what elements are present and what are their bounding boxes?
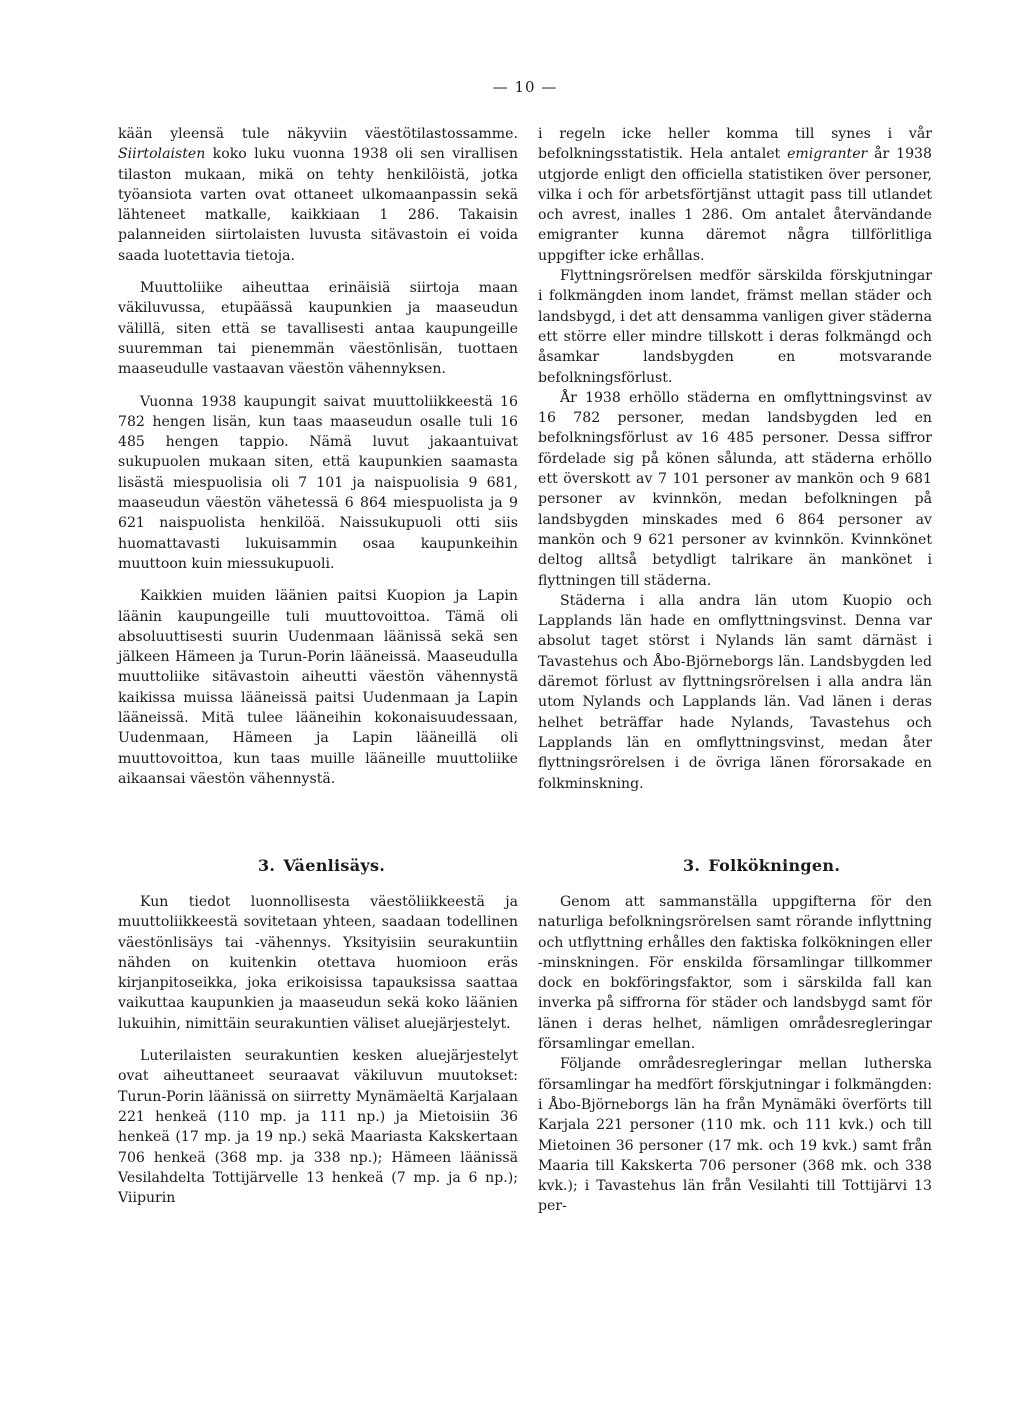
- sv-heading-number: 3.: [683, 856, 701, 875]
- fi-bottom-paragraph-2: Luterilaisten seurakuntien kesken aluejärjestelyt ovat aiheuttaneet seuraavat väkiluvun muutokset: Turun-Porin läänissä on siirretty Mynämäeltä Karjalaan 221 henkeä (110 mp. ja 111 np.) ja Mietoisiin 36 henkeä (17 mp. ja 19 np.) sekä Maariasta Kakskertaan 706 henkeä (368 mp. ja 338 np.); Hämeen läänissä Vesilahdelta Tottijärvelle 13 henkeä (7 mp. ja 6 np.); Viipurin: [118, 1048, 518, 1207]
- fi-heading-title: Väenlisäys.: [283, 856, 386, 875]
- fi-paragraph-4: Kaikkien muiden läänien paitsi Kuopion ja Lapin läänin kaupungeille tuli muuttovoittoa. Tämä oli absoluuttisesti suurin Uudenmaan läänissä sekä sen jälkeen Hämeen ja Turun-Porin lääneissä. Maaseudulla muuttoliike sitävastoin aiheutti väestön vähennystä kaikissa muissa lääneissä paitsi Uudenmaan ja Lapin lääneissä. Mitä tulee lääneihin kokonaisuudessaan, Uudenmaan, Hämeen ja Lapin lääneillä oli muuttovoittoa, kun taas muille lääneille muuttoliike aikaansai väestön vähennystä.: [118, 588, 518, 787]
- finnish-column-bottom: [118, 892, 518, 1220]
- fi-section-heading: [258, 856, 398, 875]
- swedish-column-top: [538, 124, 932, 794]
- page-number: — 10 —: [492, 78, 558, 96]
- swedish-column-bottom: [538, 892, 932, 1217]
- sv-paragraph-3: År 1938 erhöllo städerna en omflyttningsvinst av 16 782 personer, medan landsbygden led en befolkningsförlust av 16 485 personer. Dessa siffror fördelade sig på könen sålunda, att städerna erhöllo ett överskott av 7 101 personer av mankön och 9 681 personer av kvinnkön, medan befolkningen på landsbygden minskades med 6 864 personer av mankön och 9 621 personer av kvinnkön. Kvinnkönet deltog alltså betydligt talrikare än mankönet i flyttningen till städerna.: [538, 389, 932, 589]
- sv-heading-title: Folkökningen.: [708, 856, 841, 875]
- fi-bottom-paragraph-1: Kun tiedot luonnollisesta väestöliikkeestä ja muuttoliikkeestä sovitetaan yhteen, saadaan todellinen väestönlisäys tai -vähennys. Yksityisiin seurakuntiin nähden on kuitenkin otettava huomioon eräs kirjanpitoseikka, joka erikoisissa tapauksissa saattaa vaikuttaa kaupunkien ja maaseudun sekä koko läänien lukuihin, nimittäin seurakuntien väliset aluejärjestelyt.: [118, 894, 518, 1032]
- sv-section-heading: [683, 856, 843, 875]
- fi-paragraph-1: kään yleensä tule näkyviin väestötilastossamme. Siirtolaisten koko luku vuonna 1938 oli sen virallisen tilaston mukaan, mikä on tehty henkilöistä, jotka työansiota varten ovat ottaneet ulkomaanpassin sekä lähteneet matkalle, kaikkiaan 1 286. Takaisin palanneiden siirtolaisten luvusta sitävastoin ei voida saada luotettavia tietoja.: [118, 126, 518, 264]
- fi-paragraph-3: Vuonna 1938 kaupungit saivat muuttoliikkeestä 16 782 hengen lisän, kun taas maaseudun osalle tuli 16 485 hengen tappio. Nämä luvut jakaantuivat sukupuolen mukaan siten, että kaupunkien saamasta lisästä miespuolisia oli 7 101 ja naispuolisia 9 681, maaseudun väestön vähetessä 6 864 miespuolista ja 9 621 naispuolista henkilöä. Naissukupuoli otti siis huomattavasti lukuisammin osaa kaupunkeihin muuttoon kuin miessukupuoli.: [118, 393, 518, 572]
- sv-paragraph-2: Flyttningsrörelsen medför särskilda förskjutningar i folkmängden inom landet, främst mellan städer och landsbygd, i det att densamma vanligen giver städerna ett större eller mindre tillskott i deras folkmängd och åsamkar landsbygden en motsvarande befolkningsförlust.: [538, 268, 932, 386]
- sv-bottom-paragraph-1: Genom att sammanställa uppgifterna för den naturliga befolkningsrörelsen samt rörande inflyttning och utflyttning erhålles den faktiska folkökningen eller -minskningen. För enskilda församlingar tillkommer dock en bokföringsfaktor, som i särskilda fall kan inverka på siffrorna för städer och landsbygd samt för länen i deras helhet, nämligen områdesregleringar församlingar emellan.: [538, 894, 932, 1053]
- sv-bottom-paragraph-2: Följande områdesregleringar mellan lutherska församlingar ha medfört förskjutningar i folkmängden: i Åbo-Björneborgs län ha från Mynämäki överförts till Karjala 221 personer (110 mk. och 111 kvk.) och till Mietoinen 36 personer (17 mk. och 19 kvk.) samt från Maaria till Kakskerta 706 personer (368 mk. och 338 kvk.); i Tavastehus län från Vesilahti till Tottijärvi 13 per-: [538, 1056, 932, 1215]
- sv-paragraph-1: i regeln icke heller komma till synes i vår befolkningsstatistik. Hela antalet emigranter år 1938 utgjorde enligt den officiella statistiken över personer, vilka i och för arbetsförtjänst uttagit pass till utlandet och avrest, inalles 1 286. Om antalet återvändande emigranter kunna däremot några tillförlitliga uppgifter icke erhållas.: [538, 126, 932, 264]
- sv-paragraph-4: Städerna i alla andra län utom Kuopio och Lapplands län hade en omflyttningsvinst. Denna var absolut taget störst i Nylands län samt därnäst i Tavastehus och Åbo-Björneborgs län. Landsbygden led däremot förlust av flyttningsrörelsen i alla andra län utom Nylands och Lapplands län. Vad länen i deras helhet beträffar hade Nylands, Tavastehus och Lapplands län en omflyttningsvinst, medan åter flyttningsrörelsen i de övriga länen förorsakade en folkminskning.: [538, 592, 932, 792]
- fi-heading-number: 3.: [258, 856, 276, 875]
- finnish-column-top: [118, 124, 518, 801]
- fi-paragraph-2: Muuttoliike aiheuttaa erinäisiä siirtoja maan väkiluvussa, etupäässä kaupunkien ja maaseudun välillä, siten että se tavallisesti antaa kaupungeille suuremman tai pienemmän väestönlisän, tuottaen maaseudulle vastaavan väestön vähennyksen.: [118, 280, 518, 378]
